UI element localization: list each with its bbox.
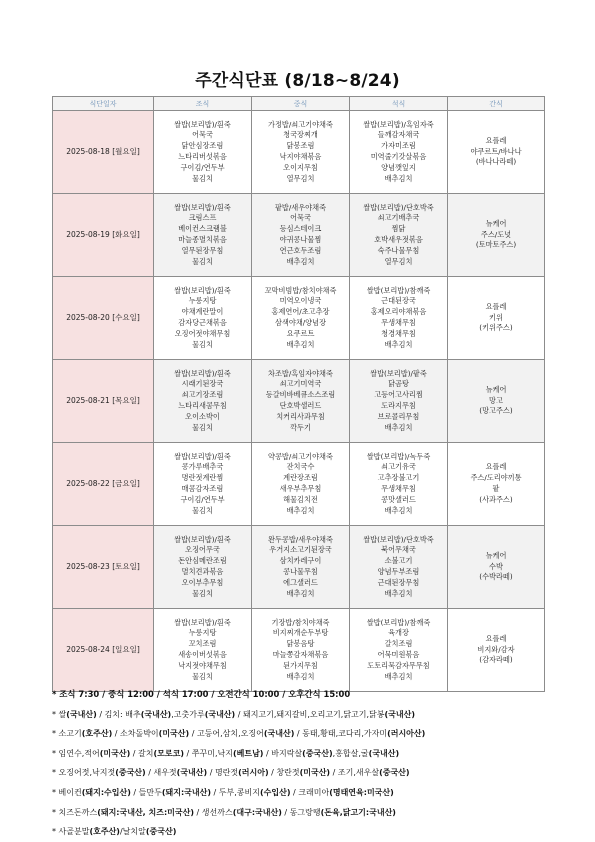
dinner-cell: 쌀밥(보리밥)/참깨죽 육개장 갈치조림 어묵미원볶음 도토리묵감자무무침 배추김치 <box>350 609 448 692</box>
snack-cell: 요플레 야쿠르트/바나나 (바나나라떼) <box>448 111 545 194</box>
day-date: 2025-08-21 [목요일] <box>53 360 154 443</box>
breakfast-cell: 쌀밥(보리밥)/흰죽 어묵국 닭안심장조림 느타리버섯볶음 구이김/연두부 물김치 <box>154 111 252 194</box>
snack-cell: 뉴케어 주스/도넛 (토마토주스) <box>448 194 545 277</box>
snack-cell: 요플레 비지와/감자 (감자라떼) <box>448 609 545 692</box>
day-date: 2025-08-18 [월요일] <box>53 111 154 194</box>
breakfast-cell: 쌀밥(보리밥)/흰죽 크림스프 베이컨스크램블 마늘종멸치볶음 열무된장무침 물김치 <box>154 194 252 277</box>
table-row <box>53 443 545 526</box>
day-date: 2025-08-23 [토요일] <box>53 526 154 609</box>
origin-line: * 치즈돈까스(돼지:국내산, 치즈:미국산) / 생선까스(대구:국내산) / 동그랑땡(돈육,닭고기:국내산) <box>52 807 396 817</box>
snack-cell: 뉴케어 수박 (수박라떼) <box>448 526 545 609</box>
origin-line: * 사골분말(호주산)/날치알(중국산) <box>52 827 177 837</box>
origin-line: * 임연수,적어(미국산) / 갈치(모로코) / 쭈꾸미,낙지(베트남) / 바지락살(중국산),홍합살,굴(국내산) <box>52 748 400 758</box>
table-row <box>53 277 545 360</box>
header-row <box>53 97 545 111</box>
table-row <box>53 609 545 692</box>
dinner-cell: 쌀밥(보리밥)/단호박죽 북어무채국 소불고기 양념두부조림 근대된장무침 배추김치 <box>350 526 448 609</box>
header-snack: 간식 <box>448 97 545 111</box>
snack-cell: 뉴케어 망고 (망고주스) <box>448 360 545 443</box>
day-date: 2025-08-20 [수요일] <box>53 277 154 360</box>
breakfast-cell: 쌀밥(보리밥)/흰죽 콩가루배추국 명란젓계란찜 매콤감자조림 구이김/연두부 물김치 <box>154 443 252 526</box>
origin-line: * 쌀(국내산) / 김치: 배추(국내산),고춧가루(국내산) / 돼지고기,돼지갈비,오리고기,닭고기,닭봉(국내산) <box>52 709 416 719</box>
header-date: 식단일자 <box>53 97 154 111</box>
breakfast-cell: 쌀밥(보리밥)/흰죽 누룽지탕 꼬치조림 새송이버섯볶음 낙지젓야채무침 물김치 <box>154 609 252 692</box>
lunch-cell: 완두콩밥/새우야채죽 우거지소고기된장국 삼치카레구이 콩나물무침 에그샐러드 배추김치 <box>252 526 350 609</box>
origin-line: * 베이컨(돼지:수입산) / 들만두(돼지:국내산) / 두부,콩비지(수입산) / 크래미아(명태연육:미국산) <box>52 787 394 797</box>
dinner-cell: 쌀밥(보리밥)/단호박죽 쇠고기배추국 찜닭 호박새우젓볶음 숙주나물무침 열무김치 <box>350 194 448 277</box>
page-title: 주간식단표 (8/18~8/24) <box>195 71 400 91</box>
origin-line: * 소고기(호주산) / 소차돌박이(미국산) / 고등어,삼치,오징어(국내산) / 동태,황태,코다리,가자미(러시아산) <box>52 729 426 739</box>
day-date: 2025-08-22 [금요일] <box>53 443 154 526</box>
dinner-cell: 쌀밥(보리밥)/팥죽 닭곰탕 고등어고사리찜 도라지무침 브로콜리무침 배추김치 <box>350 360 448 443</box>
dinner-cell: 쌀밥(보리밥)/참깨죽 근대된장국 홍제오리야채볶음 무생채무침 청경채무침 배추김치 <box>350 277 448 360</box>
breakfast-cell: 쌀밥(보리밥)/흰죽 오징어무국 돈안심메란조림 멸치견과볶음 오이부추무침 물김치 <box>154 526 252 609</box>
table-row <box>53 194 545 277</box>
day-date: 2025-08-24 [일요일] <box>53 609 154 692</box>
table-row <box>53 360 545 443</box>
header-breakfast: 조식 <box>154 97 252 111</box>
meal-schedule: * 조식 7:30 / 중식 12:00 / 석식 17:00 / 오전간식 10:00 / 오후간식 15:00 <box>52 689 351 699</box>
table-row <box>53 526 545 609</box>
table-row <box>53 111 545 194</box>
snack-cell: 요플레 키위 (키위주스) <box>448 277 545 360</box>
weekly-menu-table <box>52 96 545 692</box>
lunch-cell: 가정밥/쇠고기야채죽 청국장찌개 닭봉조림 낙지야채볶음 오이지무침 열무김치 <box>252 111 350 194</box>
lunch-cell: 차조밥/흑임자야채죽 쇠고기미역국 등갈비바베큐소스조림 단호박샐러드 치커리사과무침 깍두기 <box>252 360 350 443</box>
lunch-cell: 기장밥/참치야채죽 비지찌개순두부탕 닭봉음탕 마늘쫑감자채볶음 된가지무침 배추김치 <box>252 609 350 692</box>
notes-section <box>52 685 552 842</box>
breakfast-cell: 쌀밥(보리밥)/흰죽 시래기된장국 쇠고기장조림 느타리새콤무침 오이소박이 물김치 <box>154 360 252 443</box>
dinner-cell: 쌀밥(보리밥)/흑임자죽 들깨감자채국 가자미조림 미역줄기갓살볶음 양념깻잎지 배추김치 <box>350 111 448 194</box>
breakfast-cell: 쌀밥(보리밥)/흰죽 누룽지탕 야채계란말이 감자당근채볶음 오징어젓야채무침 물김치 <box>154 277 252 360</box>
origin-line: * 오징어젓,낙지젓(중국산) / 새우젓(국내산) / 명란젓(러시아) / 창란젓(미국산) / 조기,새우살(중국산) <box>52 768 410 778</box>
lunch-cell: 팥밥/새우야채죽 어묵국 등심스테이크 야귀콩나물찜 연근호두조림 배추김치 <box>252 194 350 277</box>
lunch-cell: 꼬막비빔밥/참치야채죽 미역오이냉국 홍제연어/초고추장 삼색야채/양념장 요쿠르트 배추김치 <box>252 277 350 360</box>
header-lunch: 중식 <box>252 97 350 111</box>
day-date: 2025-08-19 [화요일] <box>53 194 154 277</box>
dinner-cell: 쌀밥(보리밥)/녹두죽 쇠고기유국 고추장불고기 무생채무침 콩맛샐러드 배추김치 <box>350 443 448 526</box>
lunch-cell: 약콩밥/쇠고기야채죽 잔치국수 계란장조림 새우부추무침 해물김치전 배추김치 <box>252 443 350 526</box>
header-dinner: 석식 <box>350 97 448 111</box>
snack-cell: 요플레 주스/도리야끼통 팥 (사과주스) <box>448 443 545 526</box>
